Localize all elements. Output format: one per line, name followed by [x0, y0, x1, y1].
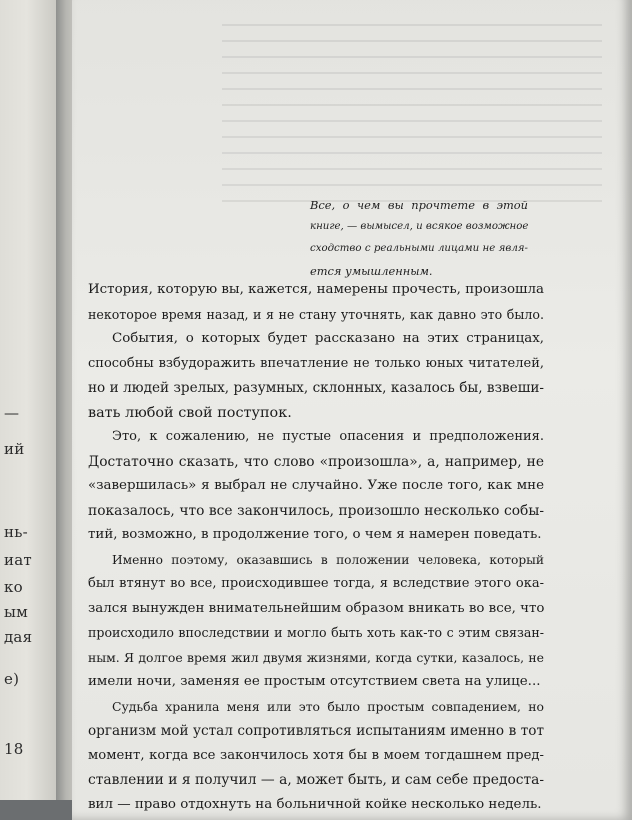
- left-page-fragment: иат: [4, 551, 32, 569]
- epigraph-line: книге, — вымысел, и всякое возможное: [310, 221, 529, 232]
- text-line: способны взбудоражить впечатление не только юных читателей,: [88, 355, 544, 371]
- text-line: момент, когда все закончилось хотя бы в моем тогдашнем пред-: [88, 747, 544, 763]
- left-page-fragment: е): [4, 670, 20, 688]
- epigraph-line: Все, о чем вы прочтете в этой: [310, 198, 528, 212]
- text-line: тий, возможно, в продолжение того, о чем я намерен поведать.: [88, 527, 542, 542]
- text-line: зался вынужден внимательнейшим образом вникать во все, что: [88, 600, 545, 616]
- text-line: организм мой устал сопротивляться испытаниям именно в тот: [88, 723, 544, 739]
- text-line: имели ночи, заменяя ее простым отсутствием света на улице...: [88, 674, 541, 689]
- previous-page: [0, 0, 59, 800]
- text-line: ным. Я долгое время жил двумя жизнями, когда сутки, казалось, не: [88, 649, 544, 665]
- text-line: Именно поэтому, оказавшись в положении человека, который: [112, 552, 544, 567]
- text-line: вать любой свой поступок.: [88, 404, 292, 421]
- text-line: События, о которых будет рассказано на этих страницах,: [112, 331, 544, 346]
- text-line: был втянут во все, происходившее тогда, я вследствие этого ока-: [88, 576, 544, 591]
- left-page-fragment: —: [4, 404, 20, 422]
- body-text: [88, 278, 544, 817]
- epigraph-line: ется умышленным.: [310, 264, 433, 278]
- page-number: 18: [4, 740, 24, 758]
- left-page-fragment: ий: [4, 440, 25, 458]
- left-page-fragment: ым: [4, 603, 29, 621]
- text-line: Достаточно сказать, что слово «произошла», а, например, не: [88, 453, 544, 470]
- left-page-fragment: ко: [4, 578, 23, 596]
- text-line: ставлении и я получил — а, может быть, и сам себе предоста-: [88, 772, 544, 788]
- text-line: Судьба хранила меня или это было простым совпадением, но: [112, 698, 544, 714]
- text-line: но и людей зрелых, разумных, склонных, казалось бы, взвеши-: [88, 380, 544, 396]
- text-line: некоторое время назад, и я не стану уточнять, как давно это было.: [88, 306, 544, 322]
- epigraph: [310, 194, 528, 282]
- text-line: История, которую вы, кажется, намерены прочесть, произошла: [88, 282, 544, 297]
- epigraph-line: сходство с реальными лицами не явля-: [310, 243, 528, 254]
- left-page-fragment: дая: [4, 628, 33, 646]
- text-line: показалось, что все закончилось, произошло несколько собы-: [88, 502, 544, 519]
- text-line: Это, к сожалению, не пустые опасения и предположения.: [112, 429, 544, 444]
- text-line: вил — право отдохнуть на больничной койке несколько недель.: [88, 796, 542, 812]
- text-line: происходило впоследствии и могло быть хоть как-то с этим связан-: [88, 625, 544, 640]
- left-page-fragment: нь-: [4, 523, 28, 541]
- text-line: «завершилась» я выбрал не случайно. Уже после того, как мне: [88, 478, 544, 493]
